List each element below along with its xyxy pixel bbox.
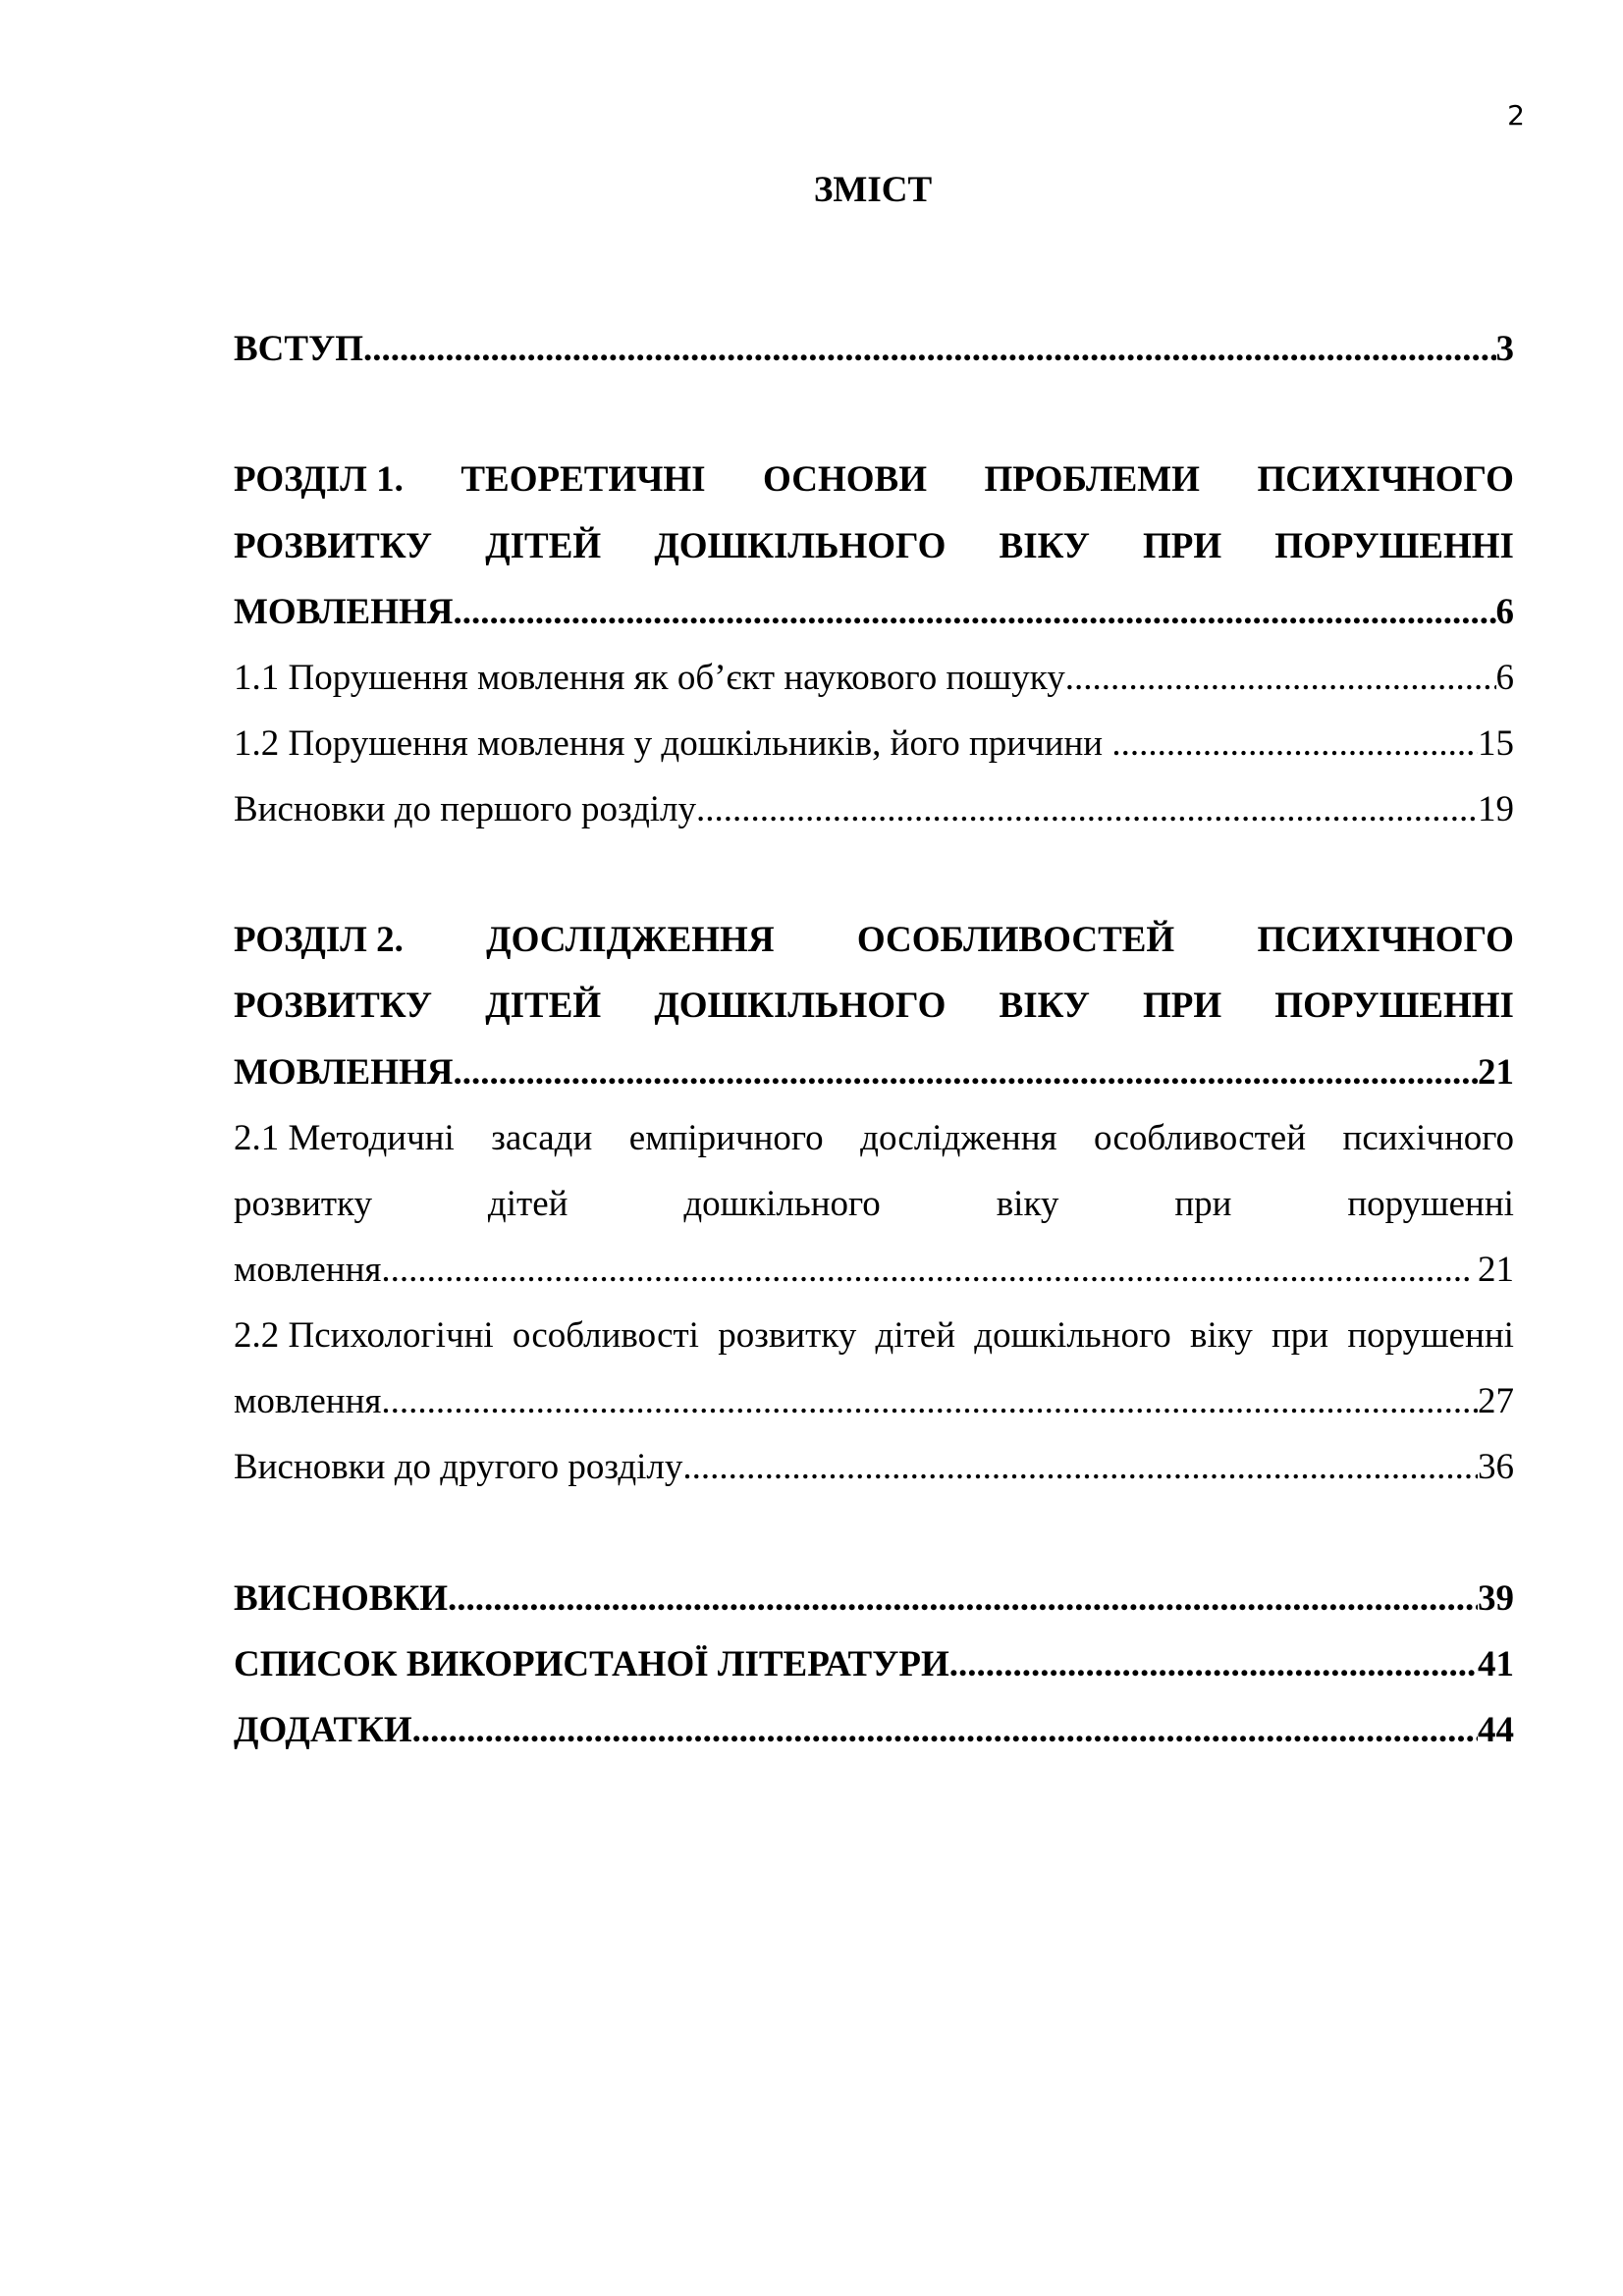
word: психічного	[1342, 1118, 1514, 1158]
toc-page-number: 6	[1495, 658, 1514, 698]
word: ДОСЛІДЖЕННЯ	[486, 920, 775, 960]
word: ВІКУ	[999, 526, 1090, 566]
word: порушенні	[1347, 1315, 1514, 1356]
toc-entry-chapter-1-line-3[interactable]	[234, 589, 1514, 636]
dot-leader	[363, 326, 1495, 373]
toc-page-number: 15	[1478, 723, 1514, 764]
word: ТЕОРЕТИЧНІ	[460, 459, 706, 500]
word: РОЗДІЛ 1.	[234, 459, 404, 500]
toc-page-number: 3	[1495, 329, 1514, 369]
toc-page-number: 21	[1478, 1052, 1514, 1093]
toc-entry-title: Висновки до другого розділу	[234, 1447, 683, 1487]
toc-entry-conclusions-chapter-1[interactable]	[234, 786, 1514, 833]
toc-page-number: 27	[1478, 1381, 1514, 1421]
word: ВІКУ	[999, 986, 1090, 1026]
word: емпіричного	[628, 1118, 824, 1158]
toc-entry-chapter-1-line-1[interactable]	[234, 456, 1514, 504]
word: дослідження	[860, 1118, 1057, 1158]
word: при	[1271, 1315, 1329, 1356]
toc-entry-title: СПИСОК ВИКОРИСТАНОЇ ЛІТЕРАТУРИ	[234, 1644, 949, 1684]
word: дітей	[875, 1315, 955, 1356]
dot-leader	[412, 1707, 1478, 1754]
word: ПСИХІЧНОГО	[1257, 459, 1514, 500]
toc-entry-introduction[interactable]	[234, 326, 1514, 373]
word: ПОРУШЕННІ	[1274, 986, 1514, 1026]
dot-leader	[448, 1575, 1478, 1623]
word: віку	[996, 1184, 1059, 1224]
page-number: 2	[1507, 99, 1525, 132]
word: ОСНОВИ	[763, 459, 928, 500]
word: 2.2 Психологічні	[234, 1315, 494, 1356]
dot-leader	[682, 1444, 1478, 1491]
toc-entry-chapter-2-line-3[interactable]	[234, 1049, 1514, 1096]
word: дошкільного	[683, 1184, 881, 1224]
word: особливостей	[1094, 1118, 1307, 1158]
toc-entry-title: мовлення	[234, 1250, 382, 1290]
word: віку	[1190, 1315, 1253, 1356]
toc-entry-chapter-2-line-2[interactable]	[234, 983, 1514, 1030]
toc-page-number: 39	[1478, 1578, 1514, 1619]
toc-entry-section-1-1[interactable]	[234, 655, 1514, 702]
dot-leader	[454, 589, 1496, 636]
dot-leader	[381, 1378, 1478, 1425]
toc-entry-title: 1.2 Порушення мовлення у дошкільників, його причини	[234, 723, 1112, 764]
dot-leader	[1111, 721, 1478, 768]
toc-entry-section-2-2-line-2[interactable]	[234, 1378, 1514, 1425]
toc-entry-title: ВСТУП	[234, 329, 364, 369]
toc-entry-section-1-2[interactable]	[234, 721, 1514, 768]
word: РОЗДІЛ 2.	[234, 920, 404, 960]
word: РОЗВИТКУ	[234, 526, 433, 566]
toc-entry-conclusions-chapter-2[interactable]	[234, 1444, 1514, 1491]
dot-leader	[949, 1641, 1478, 1688]
toc-entry-chapter-2-line-1[interactable]	[234, 917, 1514, 964]
toc-entry-section-2-2-line-1[interactable]	[234, 1312, 1514, 1360]
toc-entry-section-2-1-line-3[interactable]	[234, 1247, 1514, 1294]
word: ПРОБЛЕМИ	[984, 459, 1200, 500]
word: розвитку	[234, 1184, 373, 1224]
word: ПОРУШЕННІ	[1274, 526, 1514, 566]
toc-entry-title: 1.1 Порушення мовлення як об’єкт наукового пошуку	[234, 658, 1065, 698]
toc-entry-chapter-1-line-2[interactable]	[234, 523, 1514, 570]
word: ДІТЕЙ	[485, 526, 602, 566]
toc-entry-section-2-1-line-1[interactable]	[234, 1115, 1514, 1162]
word: ДОШКІЛЬНОГО	[654, 986, 947, 1026]
dot-leader	[381, 1247, 1468, 1294]
dot-leader	[696, 786, 1478, 833]
toc-page-number: 36	[1478, 1447, 1514, 1487]
toc-entry-title: мовлення	[234, 1381, 382, 1421]
toc-entry-title: ДОДАТКИ	[234, 1710, 412, 1750]
word: 2.1 Методичні	[234, 1118, 455, 1158]
toc-page-number: 44	[1478, 1710, 1514, 1750]
toc-entry-title: Висновки до першого розділу	[234, 789, 697, 829]
toc-page-number: 21	[1468, 1250, 1514, 1290]
word: порушенні	[1347, 1184, 1514, 1224]
word: дітей	[487, 1184, 568, 1224]
word: ДІТЕЙ	[485, 986, 602, 1026]
page-title: ЗМІСТ	[813, 170, 933, 210]
word: засади	[491, 1118, 593, 1158]
toc-entry-section-2-1-line-2[interactable]	[234, 1181, 1514, 1228]
toc-page-number: 41	[1478, 1644, 1514, 1684]
word: ПРИ	[1143, 526, 1222, 566]
dot-leader	[454, 1049, 1479, 1096]
toc-entry-title: МОВЛЕННЯ	[234, 592, 454, 632]
word: розвитку	[718, 1315, 857, 1356]
word: ПРИ	[1143, 986, 1222, 1026]
dot-leader	[1065, 655, 1496, 702]
toc-entry-conclusions[interactable]	[234, 1575, 1514, 1623]
word: ПСИХІЧНОГО	[1257, 920, 1514, 960]
toc-entry-title: ВИСНОВКИ	[234, 1578, 449, 1619]
toc-entry-references[interactable]	[234, 1641, 1514, 1688]
word: РОЗВИТКУ	[234, 986, 433, 1026]
word: при	[1174, 1184, 1232, 1224]
word: дошкільного	[974, 1315, 1171, 1356]
toc-entry-title: МОВЛЕННЯ	[234, 1052, 454, 1093]
toc-page-number: 6	[1495, 592, 1514, 632]
toc-page-number: 19	[1478, 789, 1514, 829]
toc-entry-appendices[interactable]	[234, 1707, 1514, 1754]
word: ОСОБЛИВОСТЕЙ	[856, 920, 1175, 960]
word: ДОШКІЛЬНОГО	[654, 526, 947, 566]
word: особливості	[512, 1315, 699, 1356]
